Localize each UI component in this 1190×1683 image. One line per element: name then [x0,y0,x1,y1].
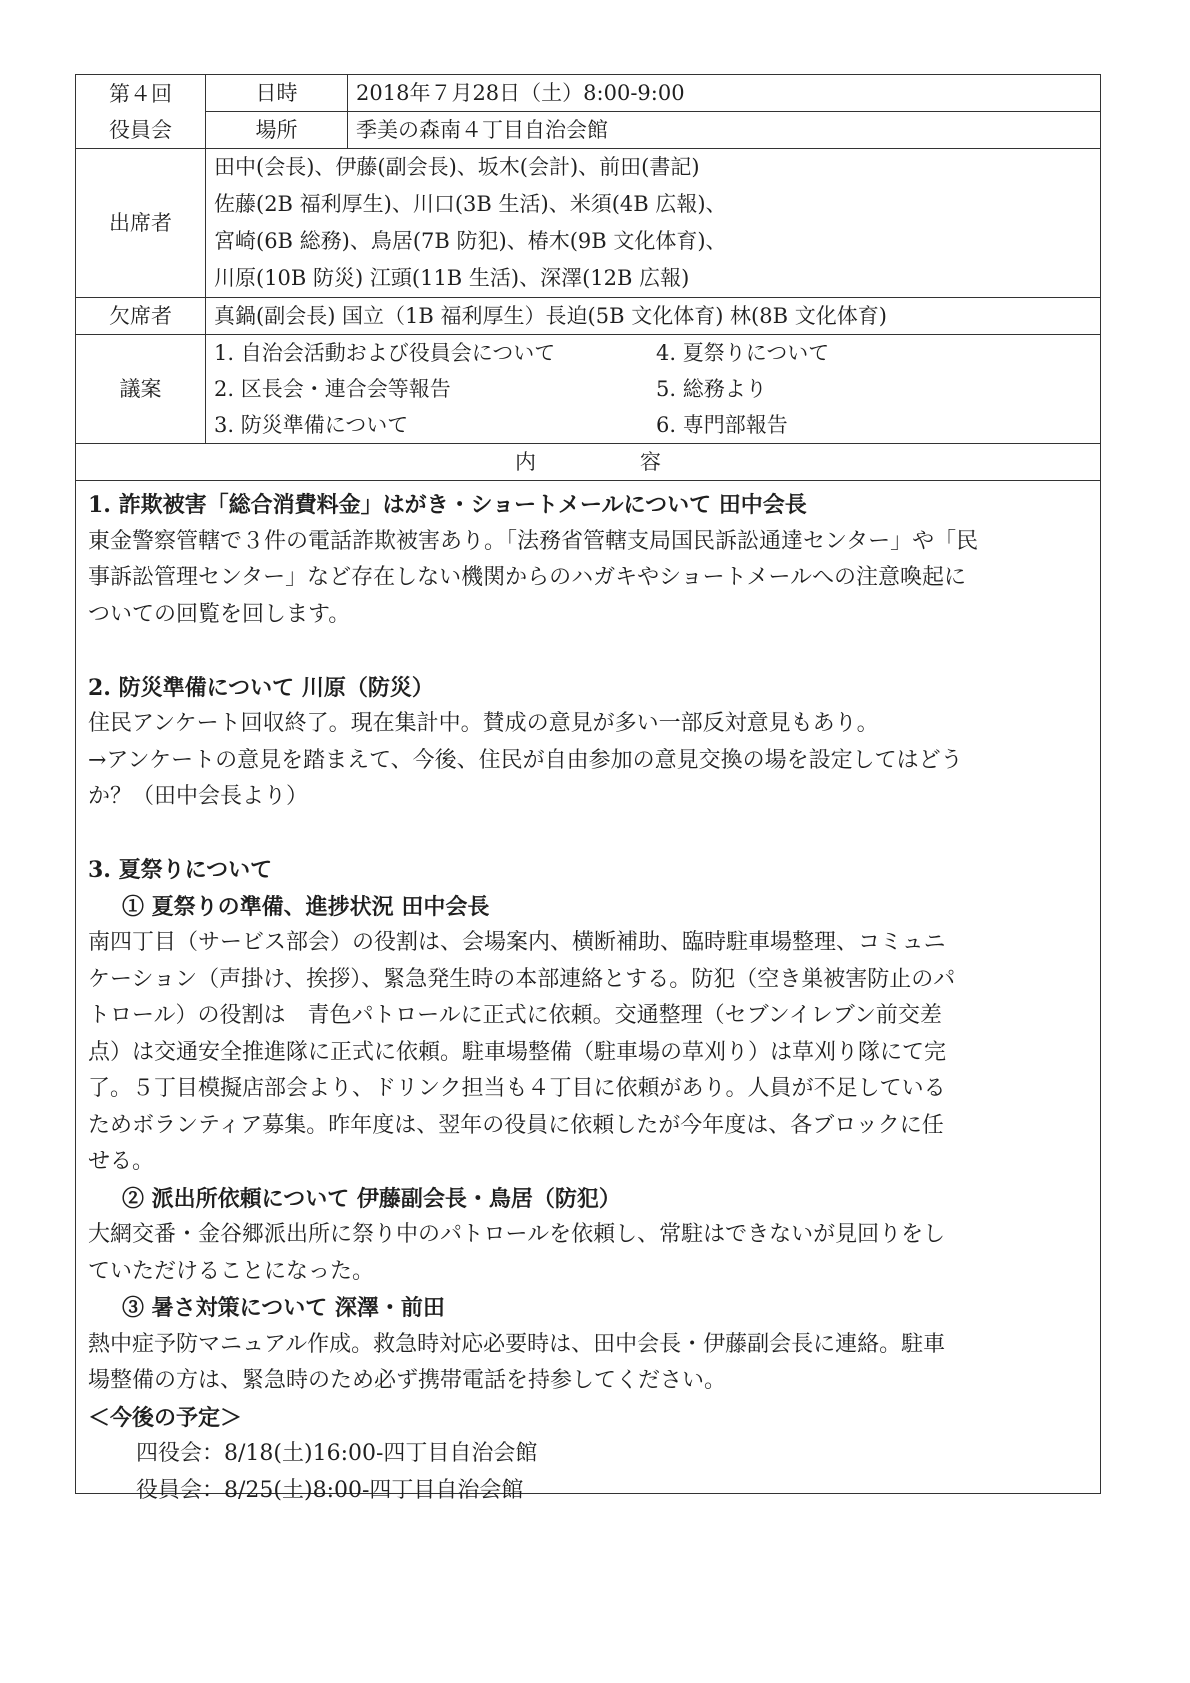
agenda-list [206,335,1101,444]
agenda-item: 5. 総務より [656,377,767,401]
paragraph-line: →アンケートの意見を踏まえて、今後、住民が自由参加の意見交換の場を設定してはどう [88,747,963,773]
paragraph-line: 事訴訟管理センター」など存在しない機関からのハガキやショートメールへの注意喚起に [88,565,967,590]
attendees-line: 宮崎(6B 総務)、鳥居(7B 防犯)、椿木(9B 文化体育)、 [214,229,727,253]
paragraph-line: ケーション（声掛け、挨拶）、緊急発生時の本部連絡とする。防犯（空き巣被害防止のパ [88,966,956,992]
attendees-line: 佐藤(2B 福利厚生)、川口(3B 生活)、米須(4B 広報)、 [214,192,727,216]
meeting-number: 第４回 [109,81,172,106]
meeting-info-table [76,75,1100,481]
agenda-item: 3. 防災準備について [214,413,409,437]
contents-label-2: 容 [640,450,661,474]
paragraph-line: 点）は交通安全推進隊に正式に依頼。駐車場整備（駐車場の草刈り）は草刈り隊にて完 [88,1039,947,1065]
schedule-heading: ＜今後の予定＞ [88,1404,243,1431]
agenda-label: 議案 [76,335,206,444]
agenda-item: 6. 専門部報告 [656,413,788,437]
subsection-heading: ① 夏祭りの準備、進捗状況 田中会長 [122,893,490,920]
paragraph-line: 南四丁目（サービス部会）の役割は、会場案内、横断補助、臨時駐車場整理、コミュニ [88,930,946,955]
contents-header [76,444,1100,481]
datetime-value: 2018年７月28日（土）8:00-9:00 [348,75,1101,112]
meeting-number-cell [76,75,206,149]
paragraph-line: か？（田中会長より） [88,784,309,809]
minutes-content [76,481,1100,1509]
absentees-value: 真鍋(副会長) 国立（1B 福利厚生）長迫(5B 文化体育) 林(8B 文化体育) [206,298,1101,335]
schedule-item: 四役会：8/18(土)16:00-四丁目自治会館 [136,1441,538,1466]
paragraph-line: せる。 [88,1149,155,1174]
paragraph-line: 住民アンケート回収終了。現在集計中。賛成の意見が多い一部反対意見もあり。 [88,711,879,736]
subsection-heading: ③ 暑さ対策について 深澤・前田 [122,1295,445,1321]
agenda-item: 4. 夏祭りについて [656,341,830,365]
place-label: 場所 [206,112,348,149]
paragraph-line: 大網交番・金谷郷派出所に祭り中のパトロールを依頼し、常駐はできないが見回りをし [88,1222,946,1247]
agenda-item: 2. 区長会・連合会等報告 [214,377,451,401]
attendees-label: 出席者 [76,149,206,298]
paragraph-line: 東金警察管轄で３件の電話詐欺被害あり。「法務省管轄支局国民訴訟通達センター」や「民 [88,528,979,554]
absentees-label: 欠席者 [76,298,206,335]
meeting-type: 役員会 [109,117,172,142]
attendees-line: 田中(会長)、伊藤(副会長)、坂木(会計)、前田(書記) [214,155,700,179]
section-heading: 3. 夏祭りについて [88,857,273,883]
section-heading: 1. 詐欺被害「総合消費料金」はがき・ショートメールについて 田中会長 [88,492,807,518]
datetime-label: 日時 [206,75,348,112]
attendees-list [206,149,1101,298]
paragraph-line: 場整備の方は、緊急時のため必ず携帯電話を持参してください。 [88,1368,727,1393]
agenda-item: 1. 自治会活動および役員会について [214,341,556,365]
paragraph-line: ついての回覧を回します。 [88,601,351,627]
subsection-heading: ② 派出所依頼について 伊藤副会長・鳥居（防犯） [122,1185,621,1212]
schedule-item: 役員会：8/25(土)8:00-四丁目自治会館 [136,1477,524,1503]
contents-label-1: 内 [515,450,536,474]
minutes-document [75,74,1101,1503]
paragraph-line: ためボランティア募集。昨年度は、翌年の役員に依頼したが今年度は、各ブロックに任 [88,1112,944,1138]
paragraph-line: 了。５丁目模擬店部会より、ドリンク担当も４丁目に依頼があり。人員が不足している [88,1076,946,1101]
section-heading: 2. 防災準備について 川原（防災） [88,674,434,701]
place-value: 季美の森南４丁目自治会館 [348,112,1101,149]
attendees-line: 川原(10B 防災) 江頭(11B 生活)、深澤(12B 広報) [214,266,690,290]
paragraph-line: トロール）の役割は 青色パトロールに正式に依頼。交通整理（セブンイレブン前交差 [88,1003,942,1028]
paragraph-line: 熱中症予防マニュアル作成。救急時対応必要時は、田中会長・伊藤副会長に連絡。駐車 [88,1331,946,1357]
paragraph-line: ていただけることになった。 [88,1258,375,1284]
